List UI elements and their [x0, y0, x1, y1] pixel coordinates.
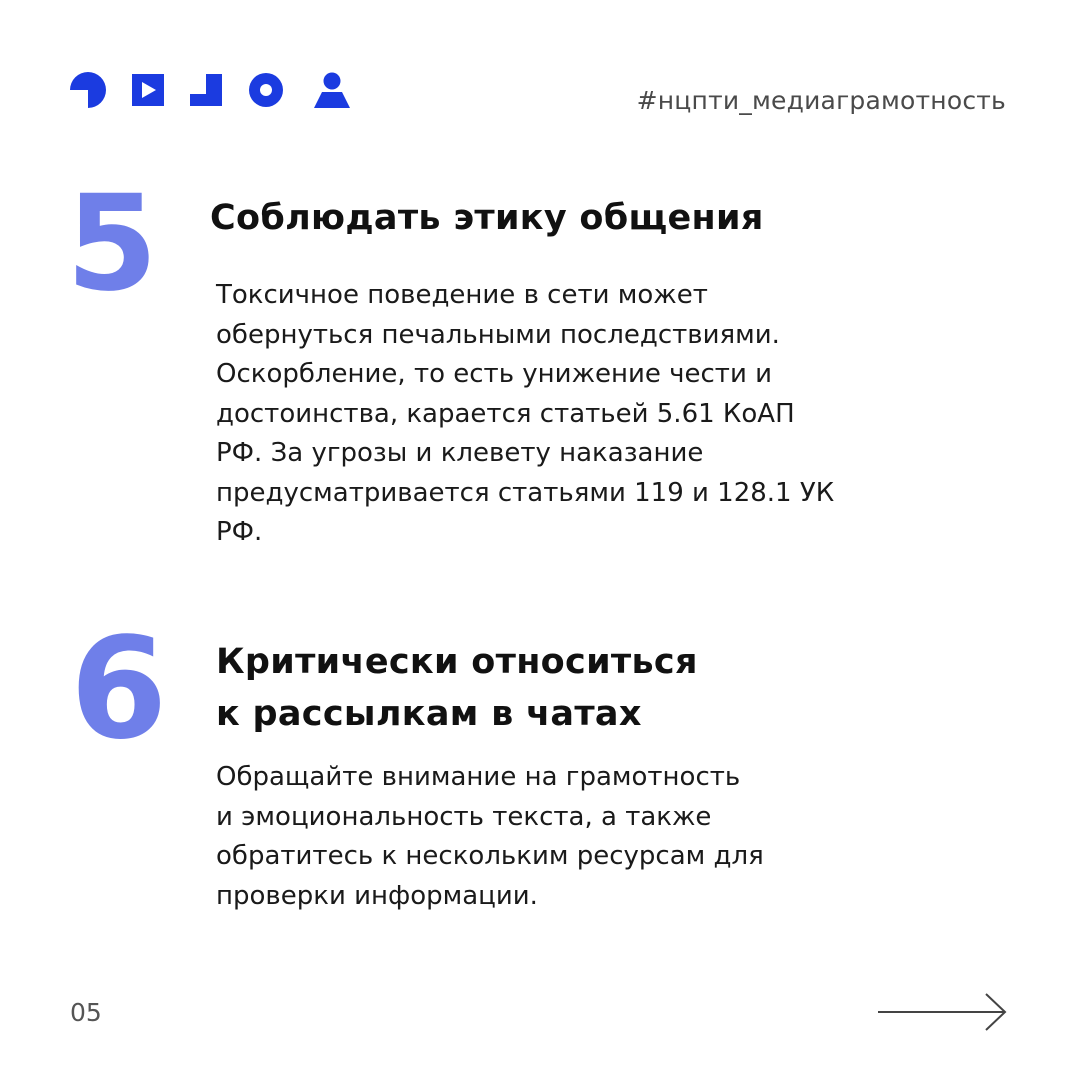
- hashtag: #нцпти_медиаграмотность: [636, 86, 1006, 115]
- arrow-right-icon: [876, 990, 1010, 1034]
- title-line: Критически относиться: [216, 642, 698, 682]
- body-line: проверки информации.: [216, 880, 538, 911]
- section-body: [216, 758, 996, 916]
- logo: [70, 72, 354, 108]
- body-line: Оскорбление, то есть унижение чести и: [216, 359, 773, 389]
- body-line: Обращайте внимание на грамотность: [216, 762, 741, 792]
- body-line: обернуться печальными последствиями.: [216, 319, 780, 350]
- section-body: [216, 276, 996, 553]
- body-line: Токсичное поведение в сети может: [216, 280, 708, 310]
- play-square-icon: [132, 74, 164, 106]
- section-number: 6: [70, 608, 168, 771]
- section-title: Соблюдать этику общения: [210, 198, 764, 238]
- body-line: РФ. За угрозы и клевету наказание: [216, 438, 704, 468]
- title-line: к рассылкам в чатах: [216, 694, 642, 734]
- body-line: предусматривается статьями 119 и 128.1 УК: [216, 477, 835, 508]
- half-circle-icon: [70, 72, 106, 108]
- page-number: 05: [70, 998, 102, 1027]
- steps-icon: [190, 74, 222, 106]
- person-icon: [314, 73, 350, 109]
- body-line: и эмоциональность текста, а также: [216, 801, 712, 832]
- logo-icons: [70, 72, 354, 108]
- section-title: [216, 636, 916, 740]
- ring-icon: [249, 73, 283, 107]
- next-button[interactable]: [876, 990, 1010, 1038]
- body-line: достоинства, карается статьей 5.61 КоАП: [216, 398, 795, 429]
- body-line: обратитесь к нескольким ресурсам для: [216, 841, 764, 871]
- body-line: РФ.: [216, 517, 263, 547]
- section-number: 5: [66, 167, 158, 321]
